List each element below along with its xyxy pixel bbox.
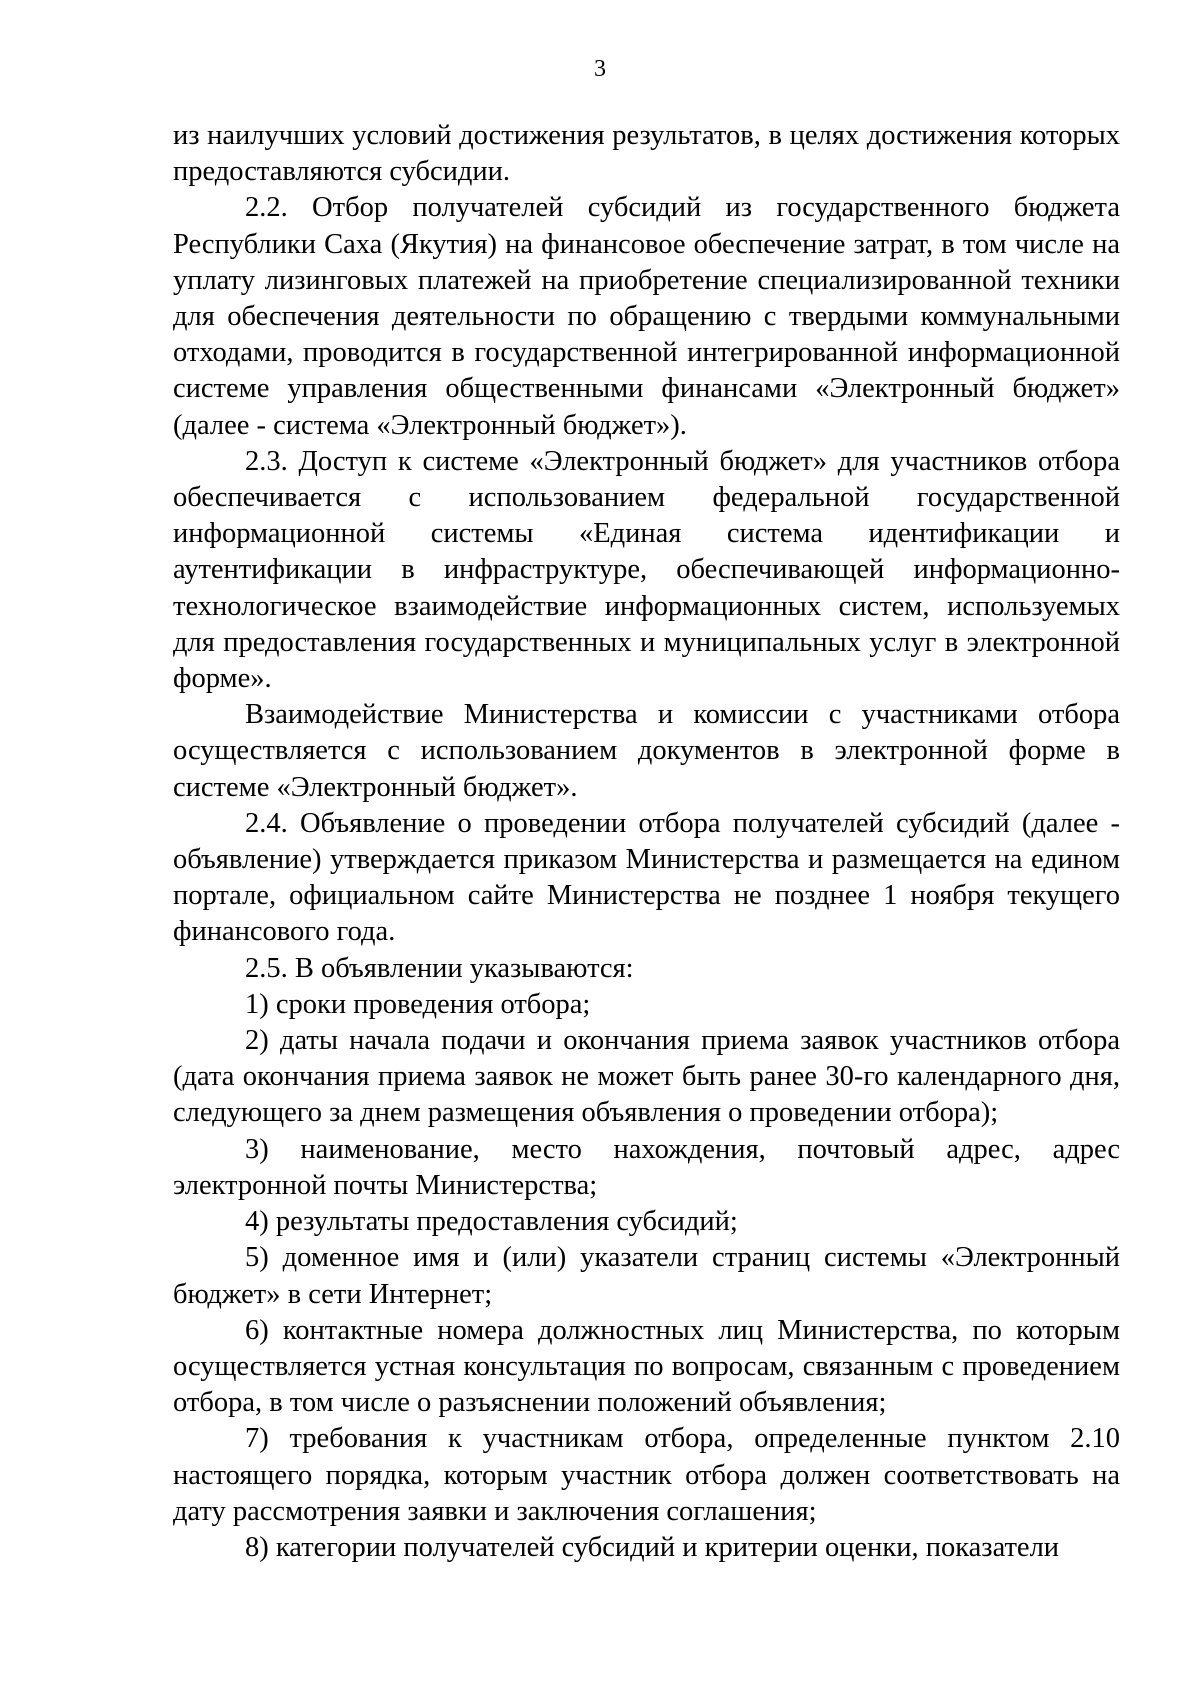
paragraph-2-5: 2.5. В объявлении указываются: xyxy=(245,952,634,984)
list-item-7: 7) требования к участникам отбора, определенные пунктом 2.10 настоящего порядка, которым участник отбора должен соответствовать на дату рассмотрения заявки и заключения соглашения; xyxy=(173,1423,1120,1527)
list-item-8: 8) категории получателей субсидий и критерии оценки, показатели xyxy=(245,1531,1060,1563)
paragraph-2-4: 2.4. Объявление о проведении отбора получателей субсидий (далее - объявление) утверждается приказом Министерства и размещается на едином портале, официальном сайте Министерства не позднее 1 ноября текущего финансового года. xyxy=(173,807,1120,948)
list-item-1: 1) сроки проведения отбора; xyxy=(245,988,591,1020)
paragraph-2-3: 2.3. Доступ к системе «Электронный бюджет» для участников отбора обеспечивается с использованием федеральной государственной информационной системы «Единая система идентификации и аутентификации в инфраструктуре, обеспечивающей информационно-технологическое взаимодействие информационных систем, используемых для предоставления государственных и муниципальных услуг в электронной форме». xyxy=(173,445,1120,695)
document-body xyxy=(173,118,1120,1566)
list-item-4: 4) результаты предоставления субсидий; xyxy=(245,1206,738,1238)
paragraph-2-2: 2.2. Отбор получателей субсидий из государственного бюджета Республики Саха (Якутия) на финансовое обеспечение затрат, в том числе на уплату лизинговых платежей на приобретение специализированной техники для обеспечения деятельности по обращению с твердыми коммунальными отходами, проводится в государственной интегрированной информационной системе управления общественными финансами «Электронный бюджет» (далее - система «Электронный бюджет»). xyxy=(173,192,1120,441)
list-item-5: 5) доменное имя и (или) указатели страниц системы «Электронный бюджет» в сети Интернет; xyxy=(173,1242,1120,1310)
list-item-3: 3) наименование, место нахождения, почтовый адрес, адрес электронной почты Министерства; xyxy=(173,1133,1120,1201)
page-number: 3 xyxy=(594,56,606,82)
list-item-6: 6) контактные номера должностных лиц Министерства, по которым осуществляется устная консультация по вопросам, связанным с проведением отбора, в том числе о разъяснении положений объявления; xyxy=(173,1314,1120,1419)
paragraph-continuation: из наилучших условий достижения результатов, в целях достижения которых предоставляются субсидии. xyxy=(173,120,1120,188)
list-item-2: 2) даты начала подачи и окончания приема заявок участников отбора (дата окончания приема заявок не может быть ранее 30-го календарного дня, следующего за днем размещения объявления о проведении отбора); xyxy=(173,1025,1120,1129)
paragraph-interaction: Взаимодействие Министерства и комиссии с участниками отбора осуществляется с использованием документов в электронной форме в системе «Электронный бюджет». xyxy=(173,699,1120,803)
